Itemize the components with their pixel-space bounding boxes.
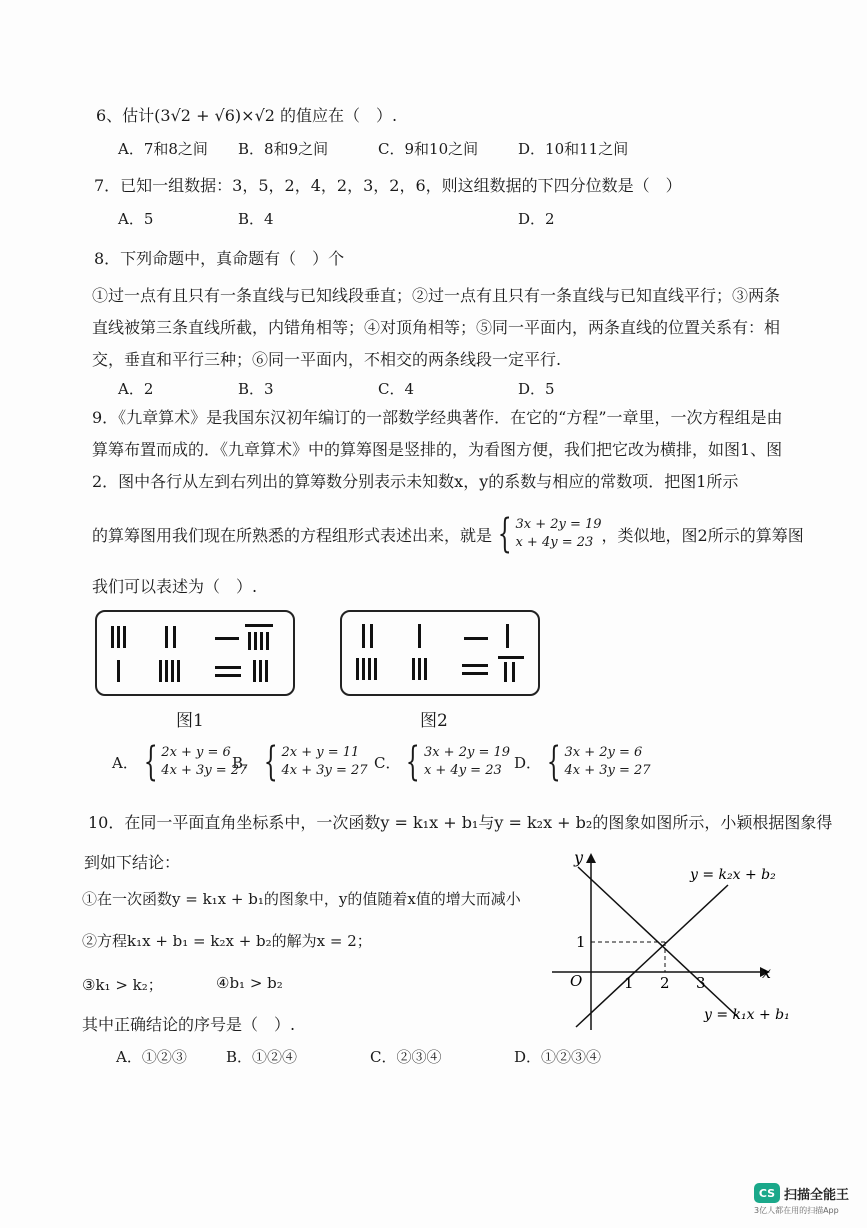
q9-text-after: ，类似地，图2所示的算筹图 [601, 525, 804, 545]
y-tick-label: 1 [576, 933, 586, 951]
q6-option-b: B．8和9之间 [238, 140, 329, 158]
figure-2-counting-rods [340, 610, 540, 696]
q7-option-d: D．2 [518, 210, 555, 228]
camscanner-tagline: 3亿人都在用的扫描App [753, 1206, 839, 1215]
y-axis-arrow [586, 853, 596, 863]
camscanner-logo-icon: CS [754, 1183, 780, 1203]
q8-option-b: B．3 [238, 380, 274, 398]
q7-stem: 7．已知一组数据：3，5，2，4，2，3，2，6，则这组数据的下四分位数是（ ） [94, 176, 682, 195]
figure-1-counting-rods [95, 610, 295, 696]
q9-option-c: C． { 3x + 2y = 19 x + 4y = 23 [374, 739, 511, 785]
q9-stem: 9．《九章算术》是我国东汉初年编订的一部数学经典著作．在它的“方程”一章里，一次方程组是由算筹布置而成的．《九章算术》中的算筹图是竖排的，为看图方便，我们把它改为横排，如图1、图2．图中各行从左到右列出的算筹数分别表示未知数x，y的系数与相应的常数项．把图1所示 [92, 408, 783, 491]
q10-option-a: A．①②③ [116, 1048, 187, 1066]
x-axis-label: x [762, 963, 772, 982]
equation: x + 4y = 23 [515, 535, 594, 550]
q10-option-b: B．①②④ [226, 1048, 298, 1066]
equation: 2x + y = 11 [281, 745, 360, 760]
q9-option-d: D． { 3x + 2y = 6 4x + 3y = 27 [514, 739, 651, 785]
line1-label: y = k₁x + b₁ [704, 1007, 790, 1023]
equation: 3x + 2y = 19 [423, 745, 511, 760]
q8-option-c: C．4 [378, 380, 415, 398]
q10-stem-line2: 到如下结论： [84, 853, 181, 872]
q7-option-a: A．5 [118, 210, 154, 228]
equation: 3x + 2y = 19 [515, 517, 602, 532]
equation: 3x + 2y = 6 [564, 745, 643, 760]
q10-conclusion-1: ①在一次函数y = k₁x + b₁的图象中，y的值随着x值的增大而减小 [82, 890, 521, 908]
q6-stem: 6、估计(3√2 + √6)×√2 的值应在（ ）. [96, 106, 398, 125]
x-tick-label: 3 [696, 974, 706, 992]
equation: 4x + 3y = 27 [281, 763, 368, 778]
camscanner-watermark [754, 1183, 849, 1216]
q7-option-b: B．4 [238, 210, 274, 228]
q8-statements: ①过一点有且只有一条直线与已知线段垂直；②过一点有且只有一条直线与已知直线平行；③两条直线被第三条直线所截，内错角相等；④对顶角相等；⑤同一平面内，两条直线的位置关系有：相交，垂直和平行三种；⑥同一平面内，不相交的两条线段一定平行. [92, 286, 781, 369]
q10-conclusion-3: ③k₁ > k₂； [82, 976, 163, 994]
equation: 4x + 3y = 27 [161, 763, 248, 778]
q9-option-b: B． { 2x + y = 11 4x + 3y = 27 [232, 739, 368, 785]
q9-text-before: 的算筹图用我们现在所熟悉的方程组形式表述出来，就是 [92, 525, 493, 545]
equation: 4x + 3y = 27 [564, 763, 651, 778]
q10-stem: 10．在同一平面直角坐标系中，一次函数y = k₁x + b₁与y = k₂x + b₂的图象如图所示，小颖根据图象得 [88, 813, 833, 832]
q6-option-d: D．10和11之间 [518, 140, 629, 158]
origin-label: O [570, 972, 583, 990]
y-axis-label: y [574, 848, 584, 867]
q10-conclusion-4: ④b₁ > b₂ [216, 974, 283, 992]
equation: x + 4y = 23 [423, 763, 502, 778]
q6-option-c: C．9和10之间 [378, 140, 479, 158]
x-tick-label: 2 [660, 974, 670, 992]
q9-stem-line3: 我们可以表述为（ ）. [92, 577, 258, 596]
figure-1-caption: 图1 [176, 711, 204, 731]
q10-conclusion-2: ②方程k₁x + b₁ = k₂x + b₂的解为x = 2； [82, 932, 372, 950]
q9-option-a: A． { 2x + y = 6 4x + 3y = 27 [112, 739, 248, 785]
figure-2-caption: 图2 [420, 711, 448, 731]
equation: 2x + y = 6 [161, 745, 231, 760]
line2-label: y = k₂x + b₂ [690, 867, 776, 883]
q8-option-a: A．2 [118, 380, 154, 398]
q10-option-c: C．②③④ [370, 1048, 442, 1066]
q6-option-a: A．7和8之间 [118, 140, 208, 158]
x-tick-label: 1 [624, 974, 634, 992]
q8-stem: 8．下列命题中，真命题有（ ）个 [94, 249, 345, 268]
line-k2-increasing [576, 885, 728, 1027]
q8-option-d: D．5 [518, 380, 555, 398]
q10-linear-functions-graph [548, 845, 848, 1040]
q10-ask: 其中正确结论的序号是（ ）. [82, 1015, 296, 1034]
q10-option-d: D．①②③④ [514, 1048, 602, 1066]
camscanner-logo-name: 扫描全能王 [783, 1187, 849, 1203]
q9-stem-line2 [92, 511, 804, 557]
q9-given-system: { 3x + 2y = 19 x + 4y = 23 [497, 511, 602, 557]
